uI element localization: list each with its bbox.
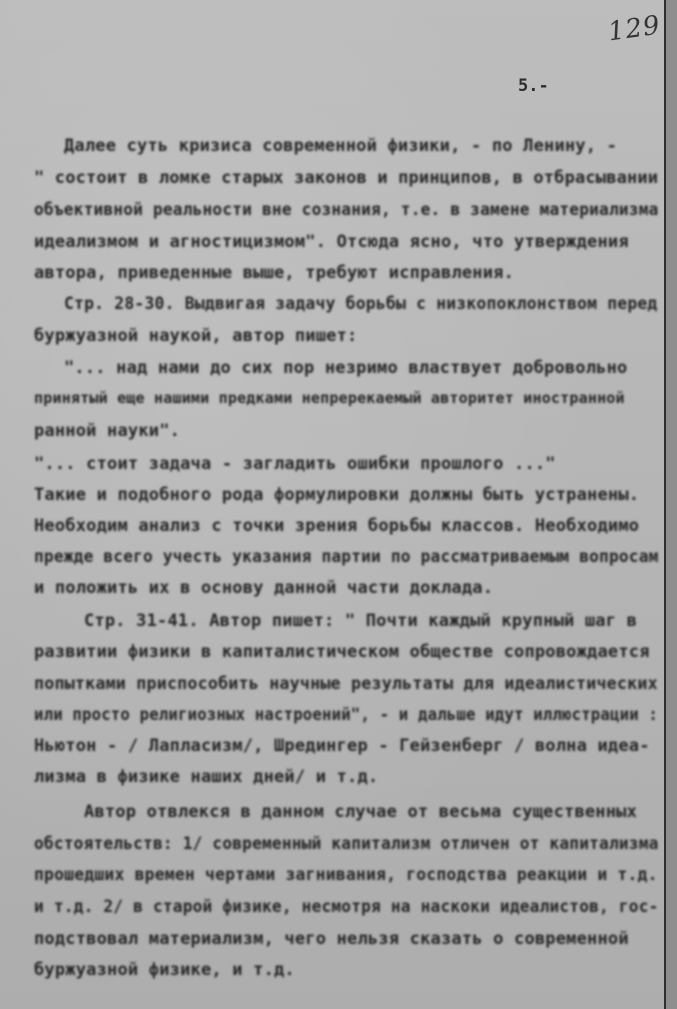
text-line: прошедших времен чертами загнивания, господства реакции и т.д.: [34, 865, 658, 885]
text-line: лизма в физике наших дней/ и т.д.: [34, 767, 379, 787]
text-line: идеализмом и агностицизмом". Отсюда ясно, что утверждения: [34, 232, 629, 252]
text-line: и положить их в основу данной части доклада.: [34, 578, 494, 598]
text-line: попытками приспособить научные результаты для идеалистических: [34, 674, 658, 694]
text-line: " состоит в ломке старых законов и принципов, в отбрасывании: [34, 168, 659, 188]
text-line: развитии физики в капиталистическом обществе сопровождается: [34, 642, 650, 662]
text-line: объективной реальности вне сознания, т.е. в замене материализма: [34, 200, 659, 220]
text-line: обстоятельств: 1/ современный капитализм отличен от капитализма: [34, 834, 659, 854]
text-line: Стр. 31-41. Автор пишет: " Почти каждый крупный шаг в: [84, 611, 638, 631]
text-line: автора, приведенные выше, требуют исправления.: [34, 263, 515, 283]
text-line: Необходим анализ с точки зрения борьбы классов. Необходимо: [34, 516, 640, 536]
text-line: "... стоит задача - загладить ошибки прошлого ...": [34, 454, 556, 474]
text-line: и т.д. 2/ в старой физике, несмотря на наскоки идеалистов, гос-: [34, 897, 659, 917]
text-line: принятый еще нашими предками непререкаемый авторитет иностранной: [34, 389, 625, 407]
text-line: прежде всего учесть указания партии по рассматриваемым вопросам: [34, 547, 659, 567]
text-line: Ньютон - / Лапласизм/, Шредингер - Гейзенберг / волна идеа-: [34, 736, 650, 756]
text-line: "... над нами до сих пор незримо властвует добровольно: [64, 358, 628, 378]
margin-line: [664, 0, 666, 1009]
page-number: 5.-: [518, 76, 549, 96]
film-edge: [666, 0, 677, 1009]
text-line: Далее суть кризиса современной физики, - по Ленину, -: [64, 136, 618, 156]
text-line: Автор отвлекся в данном случае от весьма существенных: [84, 802, 638, 822]
text-line: подствовал материализм, чего нельзя сказать о современной: [34, 929, 629, 949]
text-line: Такие и подобного рода формулировки должны быть устранены.: [34, 485, 640, 505]
folio-number: 129: [606, 10, 663, 48]
text-line: Стр. 28-30. Выдвигая задачу борьбы с низкопоклонством перед: [64, 294, 658, 314]
text-line: буржуазной наукой, автор пишет:: [34, 326, 358, 346]
text-line: ранной науки".: [34, 421, 181, 441]
text-line: или просто религиозных настроений", - и дальше идут иллюстрации :: [34, 705, 659, 725]
text-line: буржуазной физике, и т.д.: [34, 960, 295, 980]
